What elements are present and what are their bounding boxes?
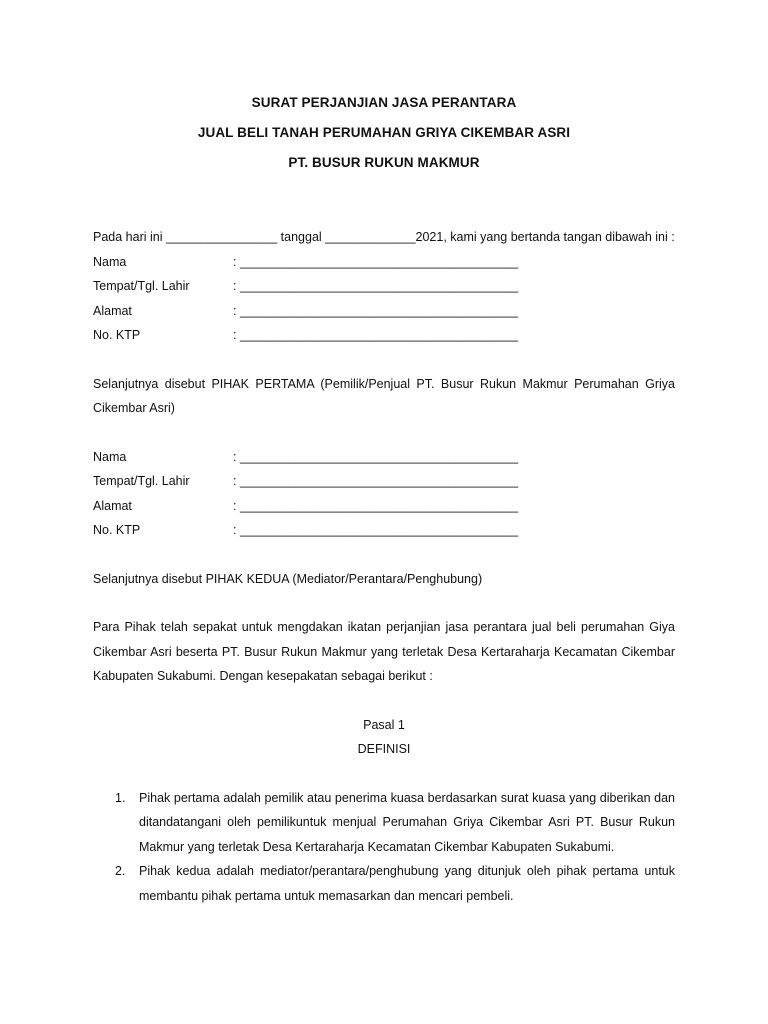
field-label: No. KTP — [93, 328, 141, 342]
party1-description: Selanjutnya disebut PIHAK PERTAMA (Pemilik/Penjual PT. Busur Rukun Makmur Perumahan Griya Cikembar Asri) — [93, 376, 675, 415]
document-title — [0, 88, 768, 178]
field-label: Nama — [93, 254, 127, 269]
field-label: No. KTP — [93, 523, 141, 537]
field-colon: : — [233, 303, 237, 318]
party1-fields — [93, 250, 675, 348]
list-item-number: 1. — [115, 790, 126, 805]
field-label: Tempat/Tgl. Lahir — [93, 474, 190, 488]
party2-field-ktp — [93, 518, 675, 543]
field-label: Nama — [93, 449, 127, 464]
party2-field-birth — [93, 469, 675, 494]
field-colon: : — [233, 328, 237, 342]
field-blank: ________________________________________ — [236, 498, 519, 513]
party1-field-birth — [93, 274, 675, 299]
definitions-list — [93, 786, 675, 909]
spacer — [93, 543, 675, 567]
title-line-3: PT. BUSUR RUKUN MAKMUR — [288, 155, 480, 170]
pasal-number: Pasal 1 — [363, 717, 405, 732]
field-blank: ________________________________________ — [236, 449, 519, 464]
field-label: Alamat — [93, 498, 132, 513]
party2-field-address — [93, 494, 675, 519]
party1-field-address — [93, 299, 675, 324]
field-colon: : — [233, 254, 237, 269]
list-item-number: 2. — [115, 864, 126, 878]
field-blank: ________________________________________ — [236, 328, 519, 342]
field-label: Tempat/Tgl. Lahir — [93, 279, 190, 293]
title-line-1: SURAT PERJANJIAN JASA PERANTARA — [251, 95, 517, 110]
list-item — [93, 786, 675, 860]
spacer — [93, 591, 675, 615]
field-colon: : — [233, 449, 237, 464]
field-blank: ________________________________________ — [236, 254, 519, 269]
spacer — [93, 421, 675, 445]
intro-paragraph: Pada hari ini ________________ tanggal _____________2021, kami yang bertanda tangan dibawah ini : — [93, 230, 675, 244]
agreement-paragraph: Para Pihak telah sepakat untuk mengdakan ikatan perjanjian jasa perantara jual beli perumahan Giya Cikembar Asri beserta PT. Busur Rukun Makmur yang terletak Desa Kertaraharja Kecamatan Cikembar Kabupaten Sukabumi. Dengan kesepakatan sebagai berikut : — [93, 620, 675, 683]
pasal-heading: DEFINISI — [357, 742, 411, 756]
list-item-text: Pihak pertama adalah pemilik atau penerima kuasa berdasarkan surat kuasa yang diberikan dan ditandatangani oleh pemilikuntuk menjual Perumahan Griya Cikembar Asri PT. Busur Rukun Makmur yang terletak Desa Kertaraharja Kecamatan Cikembar Kabupaten Sukabumi. — [139, 790, 675, 854]
document-body — [93, 225, 675, 908]
field-blank: ________________________________________ — [236, 279, 519, 293]
field-colon: : — [233, 474, 237, 488]
party2-field-name — [93, 445, 675, 470]
field-colon: : — [233, 523, 237, 537]
party2-description: Selanjutnya disebut PIHAK KEDUA (Mediator/Perantara/Penghubung) — [93, 571, 483, 586]
field-blank: ________________________________________ — [236, 474, 519, 488]
field-blank: ________________________________________ — [236, 303, 519, 318]
field-colon: : — [233, 498, 237, 513]
party2-fields — [93, 445, 675, 543]
field-blank: ________________________________________ — [236, 523, 519, 537]
spacer — [93, 762, 675, 786]
spacer — [93, 348, 675, 372]
title-line-2: JUAL BELI TANAH PERUMAHAN GRIYA CIKEMBAR ASRI — [197, 125, 571, 140]
list-item-text: Pihak kedua adalah mediator/perantara/penghubung yang ditunjuk oleh pihak pertama untuk membantu pihak pertama untuk memasarkan dan mencari pembeli. — [139, 864, 675, 903]
spacer — [93, 689, 675, 713]
field-label: Alamat — [93, 303, 132, 318]
field-colon: : — [233, 279, 237, 293]
party1-field-name — [93, 250, 675, 275]
list-item — [93, 859, 675, 908]
party1-field-ktp — [93, 323, 675, 348]
